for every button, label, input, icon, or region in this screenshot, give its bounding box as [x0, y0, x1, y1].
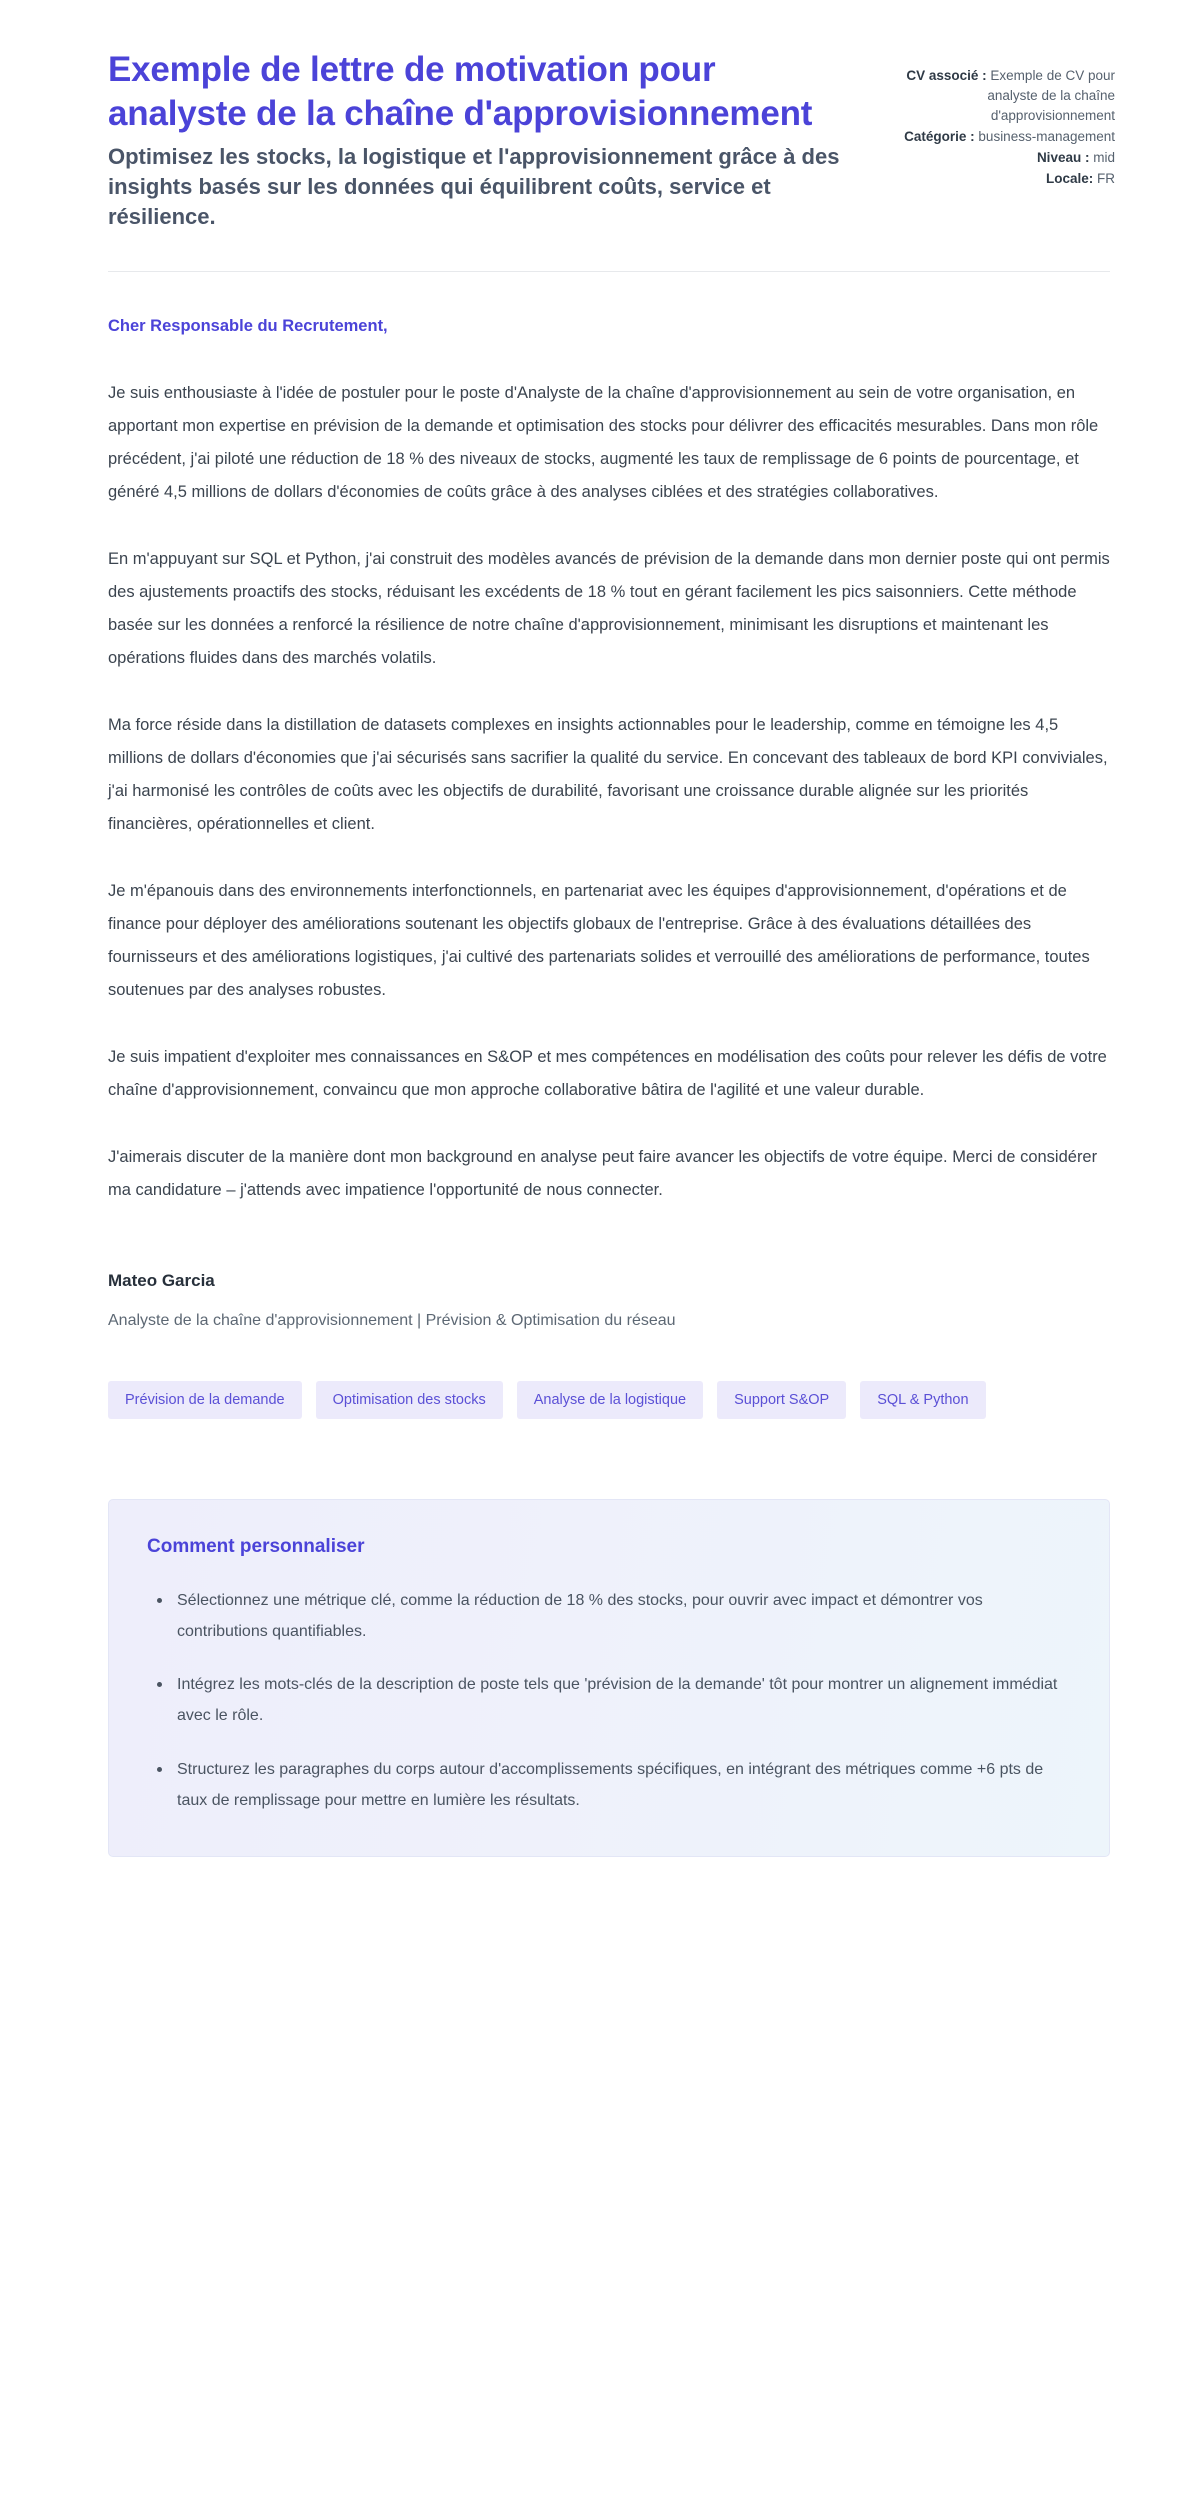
- callout-tip-list: [147, 1585, 1071, 1816]
- metadata-value: mid: [1093, 149, 1115, 165]
- metadata-value: FR: [1097, 170, 1115, 186]
- document-metadata: [883, 48, 1115, 190]
- metadata-value: business-management: [978, 128, 1115, 144]
- skill-tag[interactable]: SQL & Python: [860, 1381, 985, 1420]
- letter-paragraph: En m'appuyant sur SQL et Python, j'ai construit des modèles avancés de prévision de la demande dans mon dernier poste qui ont permis des ajustements proactifs des stocks, réduisant les excédents de 18 % tout en gérant facilement les pics saisonniers. Cette méthode basée sur les données a renforcé la résilience de notre chaîne d'approvisionnement, minimisant les disruptions et maintenant les opérations fluides dans des marchés volatils.: [108, 550, 1110, 667]
- callout-tip-item: Sélectionnez une métrique clé, comme la réduction de 18 % des stocks, pour ouvrir avec impact et démontrer vos contributions quantifiables.: [173, 1585, 1071, 1647]
- metadata-label: Niveau :: [1036, 149, 1090, 165]
- metadata-label: Catégorie :: [904, 128, 975, 144]
- callout-tip-item: Intégrez les mots-clés de la description de poste tels que 'prévision de la demande' tôt pour montrer un alignement immédiat avec le rôle.: [173, 1669, 1071, 1731]
- metadata-row-locale: [883, 169, 1115, 189]
- customization-callout: [108, 1499, 1110, 1857]
- skill-tag[interactable]: Support S&OP: [717, 1381, 846, 1420]
- callout-title: Comment personnaliser: [147, 1536, 365, 1558]
- metadata-row-related-cv: [883, 66, 1115, 126]
- letter-salutation: Cher Responsable du Recrutement,: [108, 317, 388, 336]
- page-subtitle: Optimisez les stocks, la logistique et l'approvisionnement grâce à des insights basés sur les données qui équilibrent coûts, service et résilience.: [108, 144, 840, 229]
- callout-tip-item: Structurez les paragraphes du corps autour d'accomplissements spécifiques, en intégrant des métriques comme +6 pts de taux de remplissage pour mettre en lumière les résultats.: [173, 1754, 1071, 1816]
- letter-paragraph: Je suis impatient d'exploiter mes connaissances en S&OP et mes compétences en modélisation des coûts pour relever les défis de votre chaîne d'approvisionnement, convaincu que mon approche collaborative bâtira de l'agilité et une valeur durable.: [108, 1048, 1107, 1099]
- signature-role: Analyste de la chaîne d'approvisionnement | Prévision & Optimisation du réseau: [108, 1311, 676, 1329]
- letter-paragraph: J'aimerais discuter de la manière dont mon background en analyse peut faire avancer les objectifs de votre équipe. Merci de considérer ma candidature – j'attends avec impatience l'opportunité de nous connecter.: [108, 1148, 1098, 1199]
- metadata-label: Locale:: [1045, 170, 1094, 186]
- skill-tag-list: [108, 1381, 1108, 1420]
- header-text-block: [108, 48, 843, 231]
- page-title: Exemple de lettre de motivation pour analyste de la chaîne d'approvisionnement: [108, 50, 813, 134]
- skill-tag[interactable]: Analyse de la logistique: [517, 1381, 703, 1420]
- signature-name: Mateo Garcia: [108, 1271, 215, 1290]
- skill-tag[interactable]: Optimisation des stocks: [316, 1381, 503, 1420]
- skill-tag[interactable]: Prévision de la demande: [108, 1381, 302, 1420]
- metadata-row-category: [883, 127, 1115, 147]
- metadata-row-level: [883, 148, 1115, 168]
- letter-paragraph: Ma force réside dans la distillation de datasets complexes en insights actionnables pour le leadership, comme en témoigne les 4,5 millions de dollars d'économies que j'ai sécurisés sans sacrifier la qualité du service. En concevant des tableaux de bord KPI conviviales, j'ai harmonisé les contrôles de coûts avec les objectifs de durabilité, favorisant une croissance durable alignée sur les priorités financières, opérationnelles et client.: [108, 716, 1108, 833]
- letter-paragraph: Je suis enthousiaste à l'idée de postuler pour le poste d'Analyste de la chaîne d'approvisionnement au sein de votre organisation, en apportant mon expertise en prévision de la demande et optimisation des stocks pour délivrer des efficacités mesurables. Dans mon rôle précédent, j'ai piloté une réduction de 18 % des niveaux de stocks, augmenté les taux de remplissage de 6 points de pourcentage, et généré 4,5 millions de dollars d'économies de coûts grâce à des analyses ciblées et des stratégies collaboratives.: [108, 384, 1099, 501]
- metadata-label: CV associé :: [906, 68, 987, 83]
- letter-paragraph: Je m'épanouis dans des environnements interfonctionnels, en partenariat avec les équipes d'approvisionnement, d'opérations et de finance pour déployer des améliorations soutenant les objectifs globaux de l'entreprise. Grâce à des évaluations détaillées des fournisseurs et des améliorations logistiques, j'ai cultivé des partenariats solides et verrouillé des améliorations de performance, toutes soutenues par des analyses robustes.: [108, 882, 1090, 999]
- signature-block: [108, 1269, 1110, 1333]
- page-header: [108, 48, 1115, 231]
- metadata-value: Exemple de CV pour analyste de la chaîne d'approvisionnement: [987, 68, 1115, 123]
- letter-body: [108, 272, 1110, 1207]
